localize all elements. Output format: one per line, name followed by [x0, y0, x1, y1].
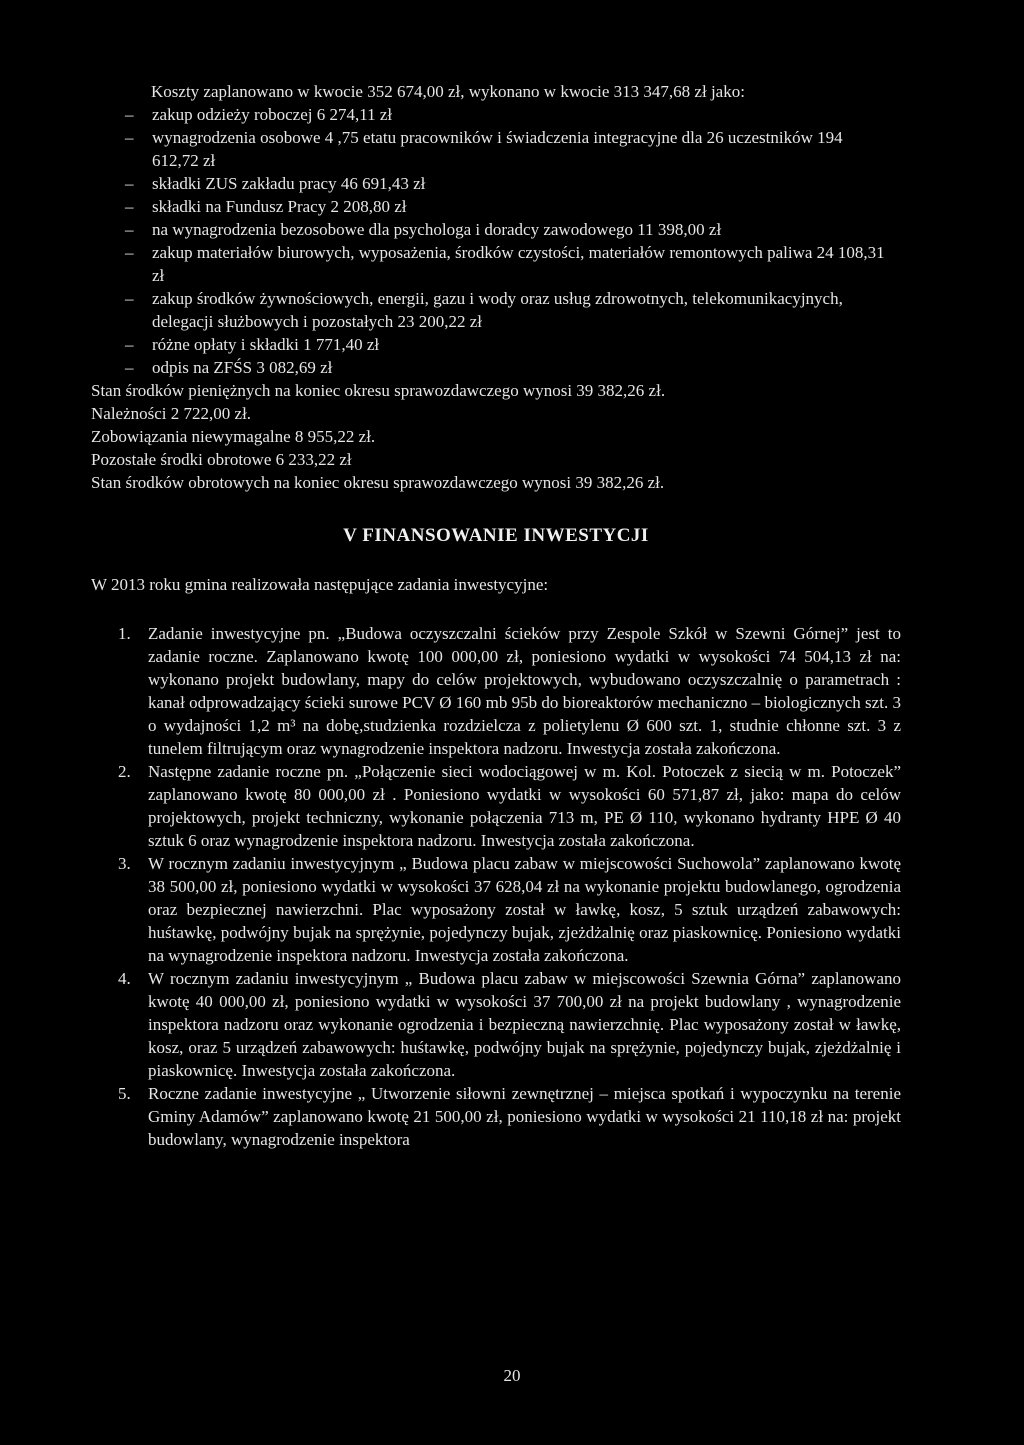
task-text: Następne zadanie roczne pn. „Połączenie sieci wodociągowej w m. Kol. Potoczek z siecią w m. Potoczek” zaplanowano kwotę 80 000,00 zł . Poniesiono wydatki w wysokości 60 571,87 zł, jako: mapa do celów projektowych, projekt techniczny, wykonanie połączenia 713 m, PE Ø 110, wykonano hydranty HPE Ø 40 sztuk 6 oraz wynagrodzenie inspektora nadzoru. Inwestycja została zakończona. — [148, 762, 901, 850]
costs-intro: Koszty zaplanowano w kwocie 352 674,00 zł, wykonano w kwocie 313 347,68 zł jako: — [151, 82, 745, 101]
list-item — [91, 1082, 901, 1151]
list-item-text: – na wynagrodzenia bezosobowe dla psychologa i doradcy zawodowego 11 398,00 zł — [152, 220, 722, 239]
summary-line: Należności 2 722,00 zł. — [91, 404, 252, 423]
list-item — [91, 852, 901, 967]
task-number: 3. — [118, 854, 131, 873]
costs-list — [91, 103, 901, 379]
list-item — [91, 356, 901, 379]
task-number: 4. — [118, 969, 131, 988]
task-number: 2. — [118, 762, 131, 781]
list-item — [91, 287, 901, 333]
list-item-text: – składki ZUS zakładu pracy 46 691,43 zł — [152, 174, 426, 193]
section-heading: V FINANSOWANIE INWESTYCJI — [343, 525, 649, 546]
list-item — [91, 241, 901, 287]
list-item-text: – zakup środków żywnościowych, energii, gazu i wody oraz usług zdrowotnych, telekomunikacyjnych, delegacji służbowych i pozostałych 23 200,22 zł — [152, 289, 843, 331]
list-item — [91, 967, 901, 1082]
list-item-text: – składki na Fundusz Pracy 2 208,80 zł — [152, 197, 407, 216]
list-item — [91, 195, 901, 218]
summary-line: Zobowiązania niewymagalne 8 955,22 zł. — [91, 427, 376, 446]
list-item-text: – zakup materiałów biurowych, wyposażenia, środków czystości, materiałów remontowych paliwa 24 108,31 zł — [152, 243, 885, 285]
list-item-text: – wynagrodzenia osobowe 4 ,75 etatu pracowników i świadczenia integracyjne dla 26 uczestników 194 612,72 zł — [152, 128, 843, 170]
task-text: W rocznym zadaniu inwestycyjnym „ Budowa placu zabaw w miejscowości Suchowola” zaplanowano kwotę 38 500,00 zł, poniesiono wydatki w wysokości 37 628,04 zł na wykonanie projektu budowlanego, ogrodzenia oraz bezpiecznej nawierzchni. Plac wyposażony został w ławkę, kosz, 5 sztuk urządzeń zabawowych: huśtawkę, podwójny bujak na sprężynie, pojedynczy bujak, zjeżdżalnię oraz piaskownicę. Poniesiono wydatki na wynagrodzenie inspektora nadzoru. Inwestycja została zakończona. — [148, 854, 901, 965]
list-item — [91, 218, 901, 241]
task-text: Zadanie inwestycyjne pn. „Budowa oczyszczalni ścieków przy Zespole Szkół w Szewni Górnej” jest to zadanie roczne. Zaplanowano kwotę 100 000,00 zł, poniesiono wydatki w wysokości 74 504,13 zł na: wykonano projekt budowlany, mapy do celów projektowych, wybudowano oczyszczalnię o parametrach : kanał odprowadzający ścieki surowe PCV Ø 160 mb 95b do bioreaktorów mechaniczno – biologicznych szt. 3 o wydajności 1,2 m³ na dobę,studzienka rozdzielcza z polietylenu Ø 600 szt. 1, studnie chłonne szt. 3 z tunelem filtrującym oraz wynagrodzenie inspektora nadzoru. Inwestycja została zakończona. — [148, 624, 901, 758]
task-text: W rocznym zadaniu inwestycyjnym „ Budowa placu zabaw w miejscowości Szewnia Górna” zaplanowano kwotę 40 000,00 zł, poniesiono wydatki w wysokości 37 700,00 zł na projekt budowlany , wynagrodzenie inspektora nadzoru oraz wykonanie ogrodzenia i bezpieczną nawierzchnię. Plac wyposażony został w ławkę, kosz, oraz 5 urządzeń zabawowych: huśtawkę, podwójny bujak na sprężynie, pojedynczy bujak, zjeżdżalnię i piaskownicę. Inwestycja została zakończona. — [148, 969, 901, 1080]
investment-task-list — [91, 622, 901, 1151]
list-item — [91, 172, 901, 195]
list-item — [91, 622, 901, 760]
task-number: 1. — [118, 624, 131, 643]
page-footer — [0, 1364, 1024, 1387]
list-item-text: – odpis na ZFŚS 3 082,69 zł — [152, 358, 333, 377]
financial-summary — [91, 379, 901, 494]
summary-line: Stan środków pieniężnych na koniec okresu sprawozdawczego wynosi 39 382,26 zł. — [91, 381, 666, 400]
list-item-text: – różne opłaty i składki 1 771,40 zł — [152, 335, 380, 354]
section-intro: W 2013 roku gmina realizowała następujące zadania inwestycyjne: — [91, 575, 549, 594]
page-number: 20 — [503, 1366, 521, 1385]
task-number: 5. — [118, 1084, 131, 1103]
page-content — [91, 80, 901, 1151]
summary-line: Pozostałe środki obrotowe 6 233,22 zł — [91, 450, 352, 469]
list-item — [91, 126, 901, 172]
list-item-text: – zakup odzieży roboczej 6 274,11 zł — [152, 105, 393, 124]
task-text: Roczne zadanie inwestycyjne „ Utworzenie siłowni zewnętrznej – miejsca spotkań i wypoczynku na terenie Gminy Adamów” zaplanowano kwotę 21 500,00 zł, poniesiono wydatki w wysokości 21 110,18 zł na: projekt budowlany, wynagrodzenie inspektora — [148, 1084, 901, 1149]
list-item — [91, 103, 901, 126]
summary-line: Stan środków obrotowych na koniec okresu sprawozdawczego wynosi 39 382,26 zł. — [91, 473, 665, 492]
list-item — [91, 760, 901, 852]
list-item — [91, 333, 901, 356]
